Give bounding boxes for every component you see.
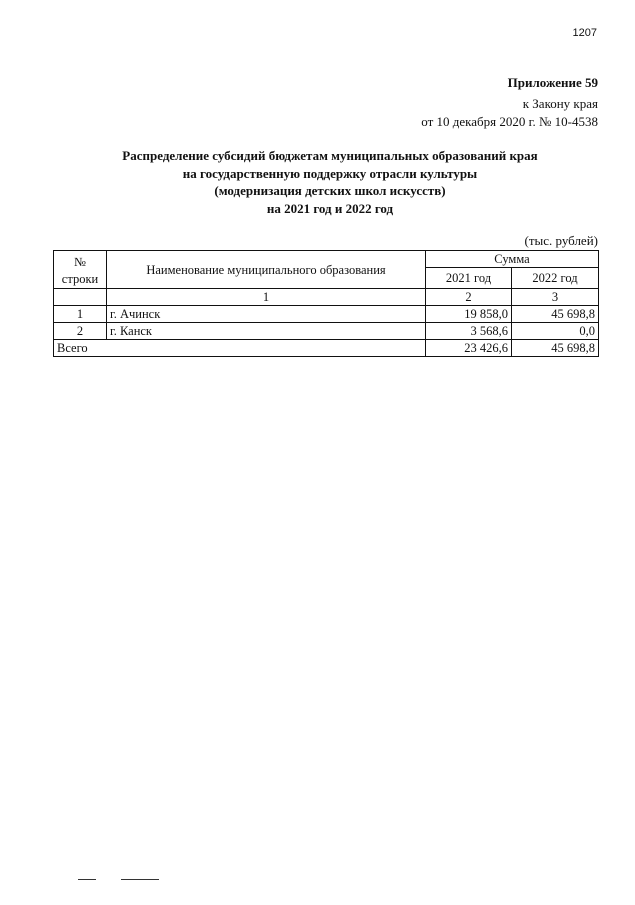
title-line: на 2021 год и 2022 год	[266, 200, 394, 216]
footer-rule	[78, 879, 96, 880]
law-reference: к Закону края	[522, 96, 598, 111]
header-name: Наименование муниципального образования	[107, 251, 426, 289]
column-number: 1	[107, 289, 426, 306]
header-row-number-line2: строки	[61, 271, 99, 286]
municipality-name: г. Канск	[107, 323, 426, 340]
row-number: 2	[54, 323, 107, 340]
header-row-number	[54, 251, 107, 289]
appendix-title: Приложение 59	[507, 75, 598, 90]
amount-2021: 3 568,6	[426, 323, 512, 340]
subsidy-table	[53, 250, 599, 357]
table-row	[54, 306, 599, 323]
total-label: Всего	[54, 340, 426, 357]
header-sum: Сумма	[426, 251, 599, 268]
units-label: (тыс. рублей)	[524, 233, 598, 248]
document-title	[95, 147, 565, 217]
title-line: на государственную поддержку отрасли культуры	[182, 165, 478, 181]
row-number: 1	[54, 306, 107, 323]
title-line: Распределение субсидий бюджетам муниципальных образований края	[122, 148, 538, 163]
amount-2021: 19 858,0	[426, 306, 512, 323]
amount-2022: 0,0	[512, 323, 599, 340]
header-year-2022: 2022 год	[512, 268, 599, 289]
column-number-empty	[54, 289, 107, 306]
total-row	[54, 340, 599, 357]
column-number: 2	[426, 289, 512, 306]
header-year-2021: 2021 год	[426, 268, 512, 289]
column-number-row	[54, 289, 599, 306]
footer-rule	[121, 879, 159, 880]
table-row	[54, 323, 599, 340]
municipality-name: г. Ачинск	[107, 306, 426, 323]
column-number: 3	[512, 289, 599, 306]
total-2022: 45 698,8	[512, 340, 599, 357]
amount-2022: 45 698,8	[512, 306, 599, 323]
page-number: 1207	[572, 27, 597, 39]
table-header-row	[54, 251, 599, 268]
total-2021: 23 426,6	[426, 340, 512, 357]
law-date: от 10 декабря 2020 г. № 10-4538	[421, 114, 598, 129]
title-line: (модернизация детских школ искусств)	[214, 183, 446, 198]
header-row-number-line1: №	[74, 254, 86, 269]
